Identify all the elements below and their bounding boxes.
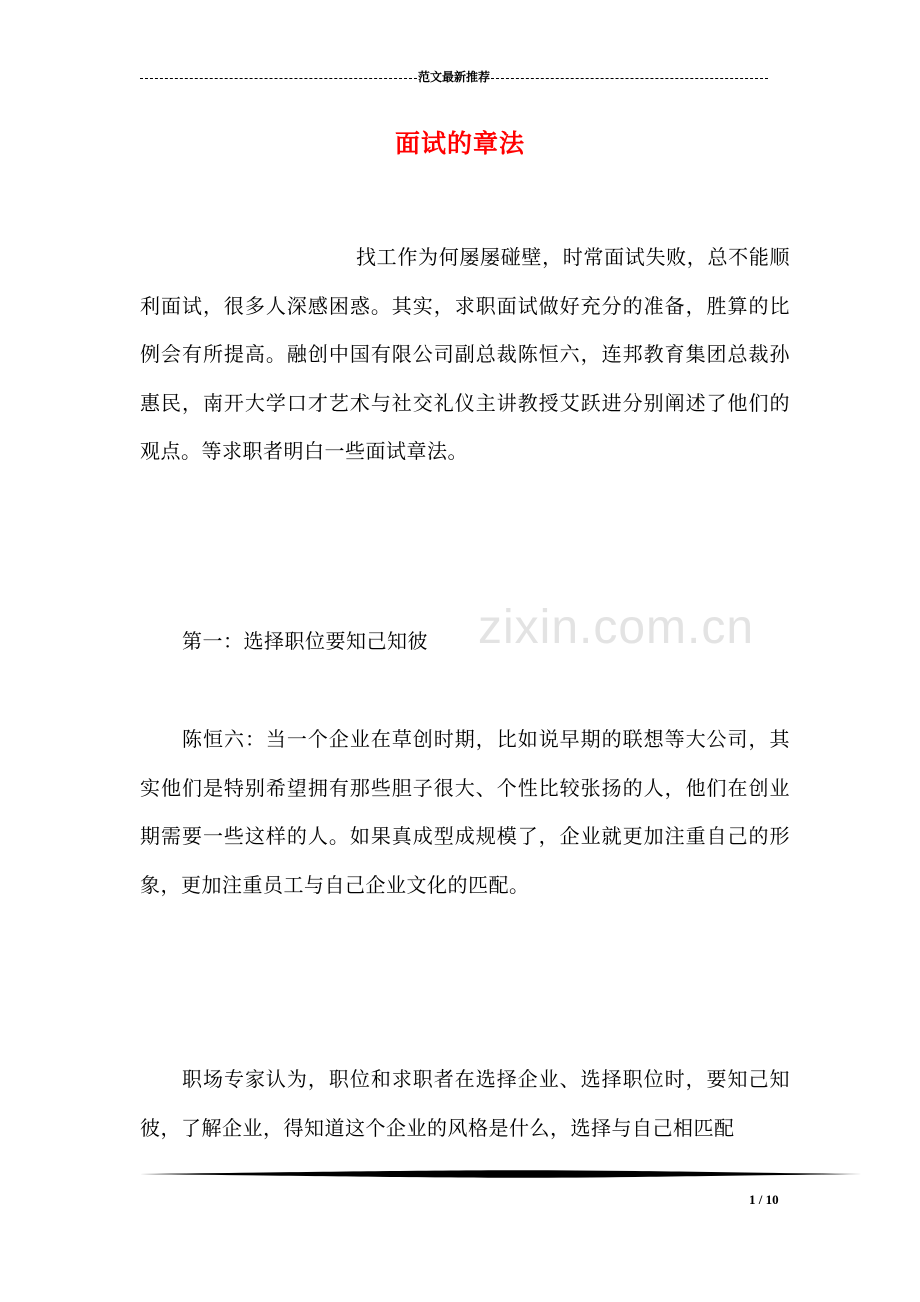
header-banner: [140, 68, 768, 86]
header-dashes-right: [491, 78, 768, 79]
header-banner-label: 范文最新推荐: [418, 70, 491, 84]
header-dashes-left: [140, 78, 417, 79]
page-number: 1 / 10: [749, 1192, 779, 1207]
footer-divider: [140, 1168, 862, 1180]
intro-paragraph: 找工作为何屡屡碰壁，时常面试失败，总不能顺利面试，很多人深感困惑。其实，求职面试做好充分的准备，胜算的比例会有所提高。融创中国有限公司副总裁陈恒六，连邦教育集团总裁孙惠民，南开大学口才艺术与社交礼仪主讲教授艾跃进分别阐述了他们的观点。等求职者明白一些面试章法。: [140, 245, 790, 463]
expert-view-paragraph: 职场专家认为，职位和求职者在选择企业、选择职位时，要知己知彼，了解企业，得知道这个企业的风格是什么，选择与自己相匹配: [140, 1067, 790, 1140]
watermark-text: zixin.com.cn: [478, 601, 755, 654]
section-heading: 第一：选择职位要知己知彼: [182, 629, 428, 653]
document-title: 面试的章法: [394, 129, 525, 158]
chen-quote-paragraph: 陈恒六：当一个企业在草创时期，比如说早期的联想等大公司，其实他们是特别希望拥有那些胆子很大、个性比较张扬的人，他们在创业期需要一些这样的人。如果真成型成规模了，企业就更加注重自己的形象，更加注重员工与自己企业文化的匹配。: [140, 727, 790, 897]
